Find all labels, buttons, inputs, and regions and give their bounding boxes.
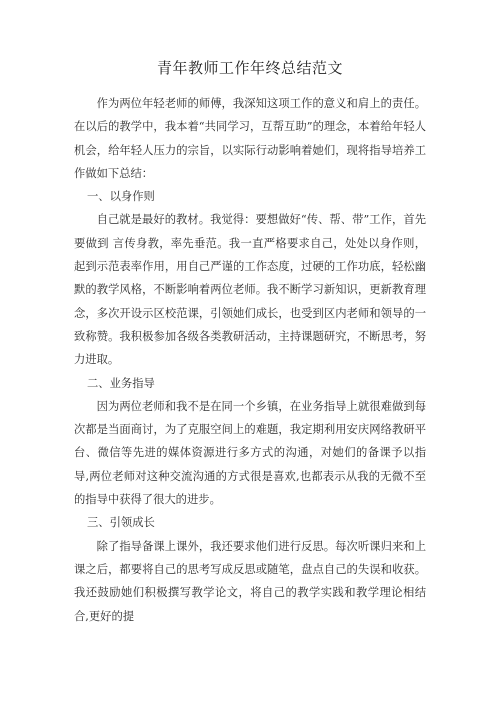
section-paragraph-1: 自己就是最好的教材。我觉得：要想做好“传、帮、带”工作，首先要做到 言传身教，率先垂范。我一直严格要求自己，处处以身作则，起到示范表率作用，用自己严谨的工作态度，过硬的工作功底，轻松幽默的教学风格，不断影响着两位老师。我不断学习新知识，更新教育理念，多次开设示区校范课，引领她们成长，也受到区内老师和领导的一致称赞。我积极参加各级各类教研活动，主持课题研究，不断思考，努力进取。: [74, 213, 426, 367]
section-heading-2: 二、业务指导: [87, 376, 155, 390]
intro-paragraph: 作为两位年轻老师的师傅，我深知这项工作的意义和肩上的责任。在以后的教学中，我本着“共同学习，互帮互助”的理念，本着给年轻人机会，给年轻人压力的宗旨，以实际行动影响着她们，现将指导培养工作做如下总结：: [74, 97, 426, 180]
section-heading-3: 三、引领成长: [87, 516, 155, 530]
section-paragraph-3: 除了指导备课上课外，我还要求他们进行反思。每次听课归来和上课之后，都要将自己的思考写成反思或随笔，盘点自己的失误和收获。我还鼓励她们积极撰写教学论文，将自己的教学实践和教学理论相结合,更好的提: [74, 539, 426, 623]
section-heading-1: 一、以身作则: [87, 190, 155, 204]
document-title: 青年教师工作年终总结范文: [156, 59, 343, 77]
section-paragraph-2: 因为两位老师和我不是在同一个乡镇，在业务指导上就很难做到每次都是当面商讨，为了克服空间上的难题，我定期利用安庆网络教研平台、微信等先进的媒体资源进行多方式的沟通，对她们的备课予以指导,两位老师对这种交流沟通的方式很是喜欢,也都表示从我的无微不至的指导中获得了很大的进步。: [74, 399, 426, 507]
document-body: [74, 92, 426, 628]
